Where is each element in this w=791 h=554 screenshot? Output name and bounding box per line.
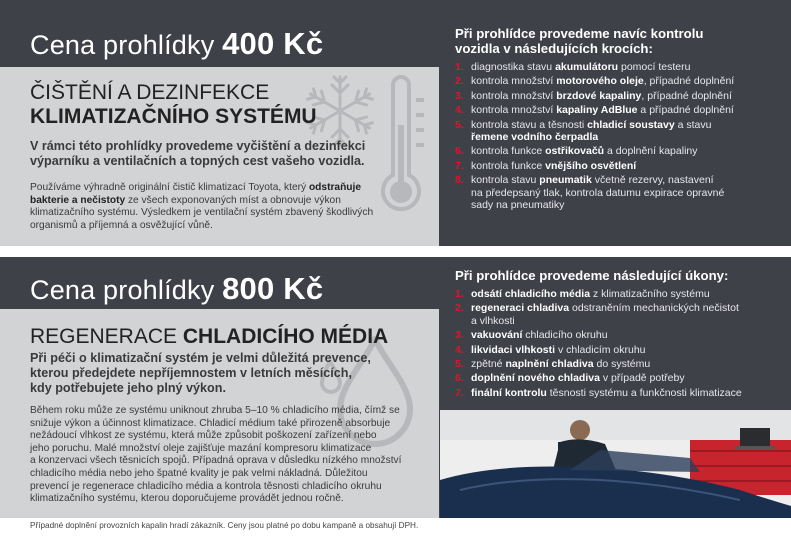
list-item: 8. kontrola stavu pneumatik včetně rezervy, nastavení na předepsaný tlak, kontrola datumu expirace opravné sady na pneumatiky [455, 174, 725, 212]
cleaning-checklist-title: Při prohlídce provedeme navíc kontrolu vozidla v následujících krocích: [455, 26, 704, 56]
list-item: 7. kontrola funkce vnějšího osvětlení [455, 159, 637, 172]
list-item: 7. finální kontrolu těsnosti systému a funkčnosti klimatizace [455, 386, 742, 399]
price-label: Cena prohlídky [30, 275, 215, 305]
mechanic-photo [440, 410, 791, 518]
regeneration-checklist [455, 268, 785, 401]
thermometer-icon [376, 75, 426, 225]
price-label: Cena prohlídky [30, 30, 215, 60]
list-item: 2. kontrola množství motorového oleje, případné doplnění [455, 75, 735, 88]
regeneration-checklist-title: Při prohlídce provedeme následující úkony: [455, 268, 729, 283]
list-item: 3. kontrola množství brzdové kapaliny, případné doplnění [455, 89, 732, 102]
price-amount: 800 Kč [222, 271, 324, 306]
list-item: 1. odsátí chladicího média z klimatizačního systému [455, 288, 710, 300]
regeneration-lead: Při péči o klimatizační systém je velmi důležitá prevence, kterou předejdete nepříjemnostem v letních měsících, kdy potřebujete jeho plný výkon. [30, 351, 371, 395]
section-regeneration [0, 257, 791, 518]
list-item: 6. kontrola funkce ostřikovačů a doplnění kapaliny [455, 145, 698, 158]
list-item: 6. doplnění nového chladiva v případě potřeby [455, 372, 685, 385]
section-cleaning [0, 0, 791, 246]
cleaning-checklist [455, 26, 785, 213]
list-item: 5. kontrola stavu a těsnosti chladicí soustavy a stavu řemene vodního čerpadla [455, 118, 712, 144]
cleaning-title-light: ČIŠTĚNÍ A DEZINFEKCE [30, 81, 270, 104]
price-heading-800 [30, 271, 323, 307]
cleaning-title-bold: KLIMATIZAČNÍHO SYSTÉMU [30, 105, 317, 128]
cleaning-lead: V rámci této prohlídky provedeme vyčištění a dezinfekci výparníku a ventilačních a topných cest vašeho vozidla. [30, 139, 366, 168]
price-heading-400 [30, 26, 323, 62]
price-amount: 400 Kč [222, 26, 324, 61]
cleaning-body: Používáme výhradně originální čistič klimatizací Toyota, který odstraňuje bakterie a nečistoty ze všech exponovaných míst a obnovuje výkon klimatizačního systému. Výsledkem je ventilační systém zbavený škodlivých organismů a příjemná a osvěžující vůně. [30, 182, 374, 231]
cleaning-info-panel [0, 67, 439, 246]
list-item: 2. regeneraci chladiva odstraněním mechanických nečistot a vlhkosti [455, 302, 739, 327]
regeneration-body: Během roku může ze systému uniknout zhruba 5–10 % chladicího média, čímž se snižuje výkon a účinnost klimatizace. Chladicí médium také přirozeně absorbuje nežádoucí vlhkost ze systému, která může způsobit poškození zařízení nebo jeho poruchu. Malé množství oleje zajišťuje mazání kompresoru klimatizace a konzervaci všech těsnicích spojů. Případná oprava v důsledku nízkého množství chladicího média nebo jeho špatné kvality je pak velmi nákladná. Důležitou prevencí je regenerace chladicího média a kontrola těsnosti chladicího okruhu klimatizačního systému, kterou doporučujeme provádět jednou ročně. [30, 405, 402, 505]
list-item: 4. kontrola množství kapaliny AdBlue a případné doplnění [455, 104, 734, 117]
list-item: 3. vakuování chladicího okruhu [455, 329, 608, 342]
list-item: 4. likvidaci vlhkosti v chladicím okruhu [455, 343, 646, 356]
list-item: 5. zpětné naplnění chladiva do systému [455, 358, 651, 371]
regeneration-title: REGENERACE CHLADICÍHO MÉDIA [30, 325, 389, 348]
regeneration-info-panel [0, 309, 439, 518]
footnote: Případné doplnění provozních kapalin hradí zákazník. Ceny jsou platné po dobu kampaně a obsahují DPH. [30, 521, 419, 530]
list-item: 1. diagnostika stavu akumulátoru pomocí testeru [455, 61, 691, 73]
